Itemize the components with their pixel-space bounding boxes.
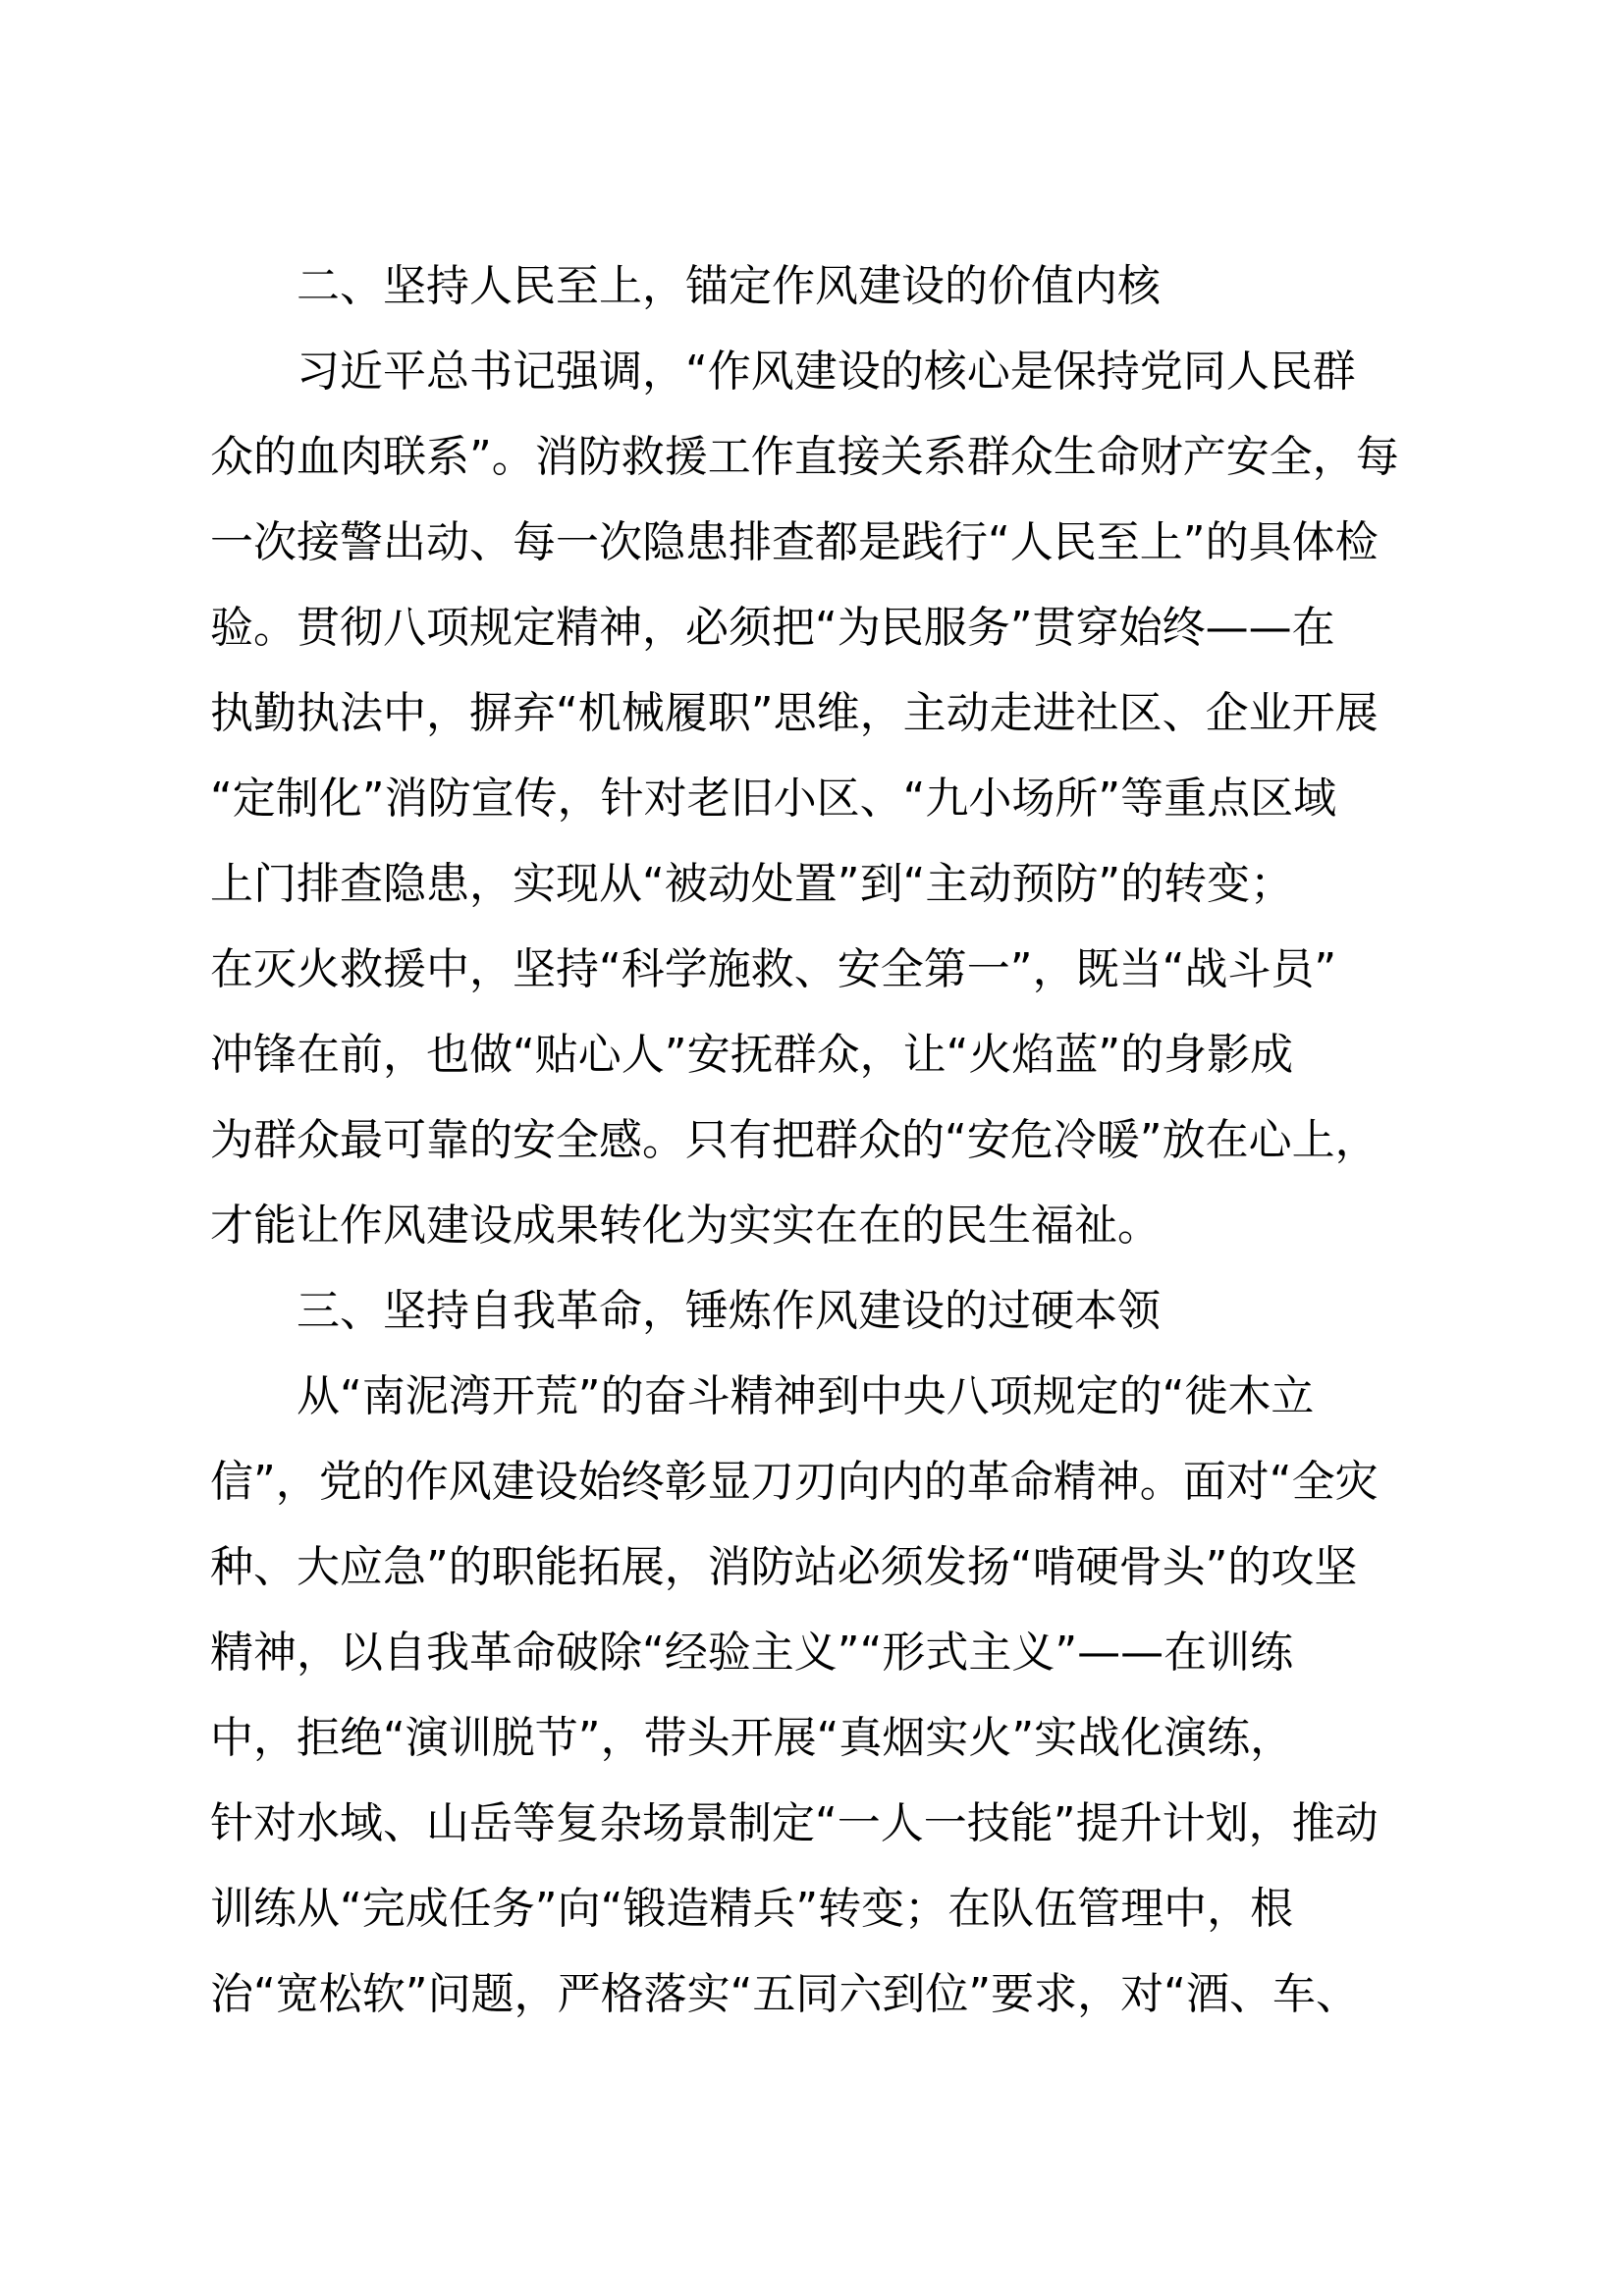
paragraph-line: 精神，以自我革命破除“经验主义”“形式主义”——在训练 xyxy=(210,1628,1294,1678)
paragraph-line: 训练从“完成任务”向“锻造精兵”转变；在队伍管理中，根 xyxy=(210,1884,1294,1934)
section-heading-2: 二、坚持人民至上，锚定作风建设的价值内核 xyxy=(297,261,1161,311)
paragraph-line: 众的血肉联系”。消防救援工作直接关系群众生命财产安全，每 xyxy=(210,432,1399,482)
document-body xyxy=(210,243,1428,2037)
section-heading-3: 三、坚持自我革命，锤炼作风建设的过硬本领 xyxy=(297,1286,1161,1336)
paragraph-line: 才能让作风建设成果转化为实实在在的民生福祉。 xyxy=(210,1201,1161,1251)
paragraph-line: 从“南泥湾开荒”的奋斗精神到中央八项规定的“徙木立 xyxy=(297,1371,1315,1421)
paragraph-line: 冲锋在前，也做“贴心人”安抚群众，让“火焰蓝”的身影成 xyxy=(210,1030,1294,1080)
paragraph-line: 种、大应急”的职能拓展，消防站必须发扬“啃硬骨头”的攻坚 xyxy=(210,1542,1358,1592)
paragraph-line: 在灭火救援中，坚持“科学施救、安全第一”，既当“战斗员” xyxy=(210,944,1337,994)
paragraph-line: 针对水域、山岳等复杂场景制定“一人一技能”提升计划，推动 xyxy=(210,1798,1379,1848)
paragraph-line: “定制化”消防宣传，针对老旧小区、“九小场所”等重点区域 xyxy=(210,774,1337,824)
paragraph-line: 信”，党的作风建设始终彰显刀刃向内的革命精神。面对“全灾 xyxy=(210,1457,1379,1507)
paragraph-line: 治“宽松软”问题，严格落实“五同六到位”要求，对“酒、车、 xyxy=(210,1969,1359,2019)
paragraph-line: 一次接警出动、每一次隐患排查都是践行“人民至上”的具体检 xyxy=(210,517,1379,567)
paragraph-line: 中，拒绝“演训脱节”，带头开展“真烟实火”实战化演练， xyxy=(210,1713,1294,1763)
paragraph-line: 执勤执法中，摒弃“机械履职”思维，主动走进社区、企业开展 xyxy=(210,688,1379,738)
paragraph-line: 上门排查隐患，实现从“被动处置”到“主动预防”的转变； xyxy=(210,859,1294,909)
paragraph-line: 习近平总书记强调，“作风建设的核心是保持党同人民群 xyxy=(297,347,1356,397)
paragraph-line: 验。贯彻八项规定精神，必须把“为民服务”贯穿始终——在 xyxy=(210,603,1335,653)
paragraph-line: 为群众最可靠的安全感。只有把群众的“安危冷暖”放在心上， xyxy=(210,1115,1379,1165)
